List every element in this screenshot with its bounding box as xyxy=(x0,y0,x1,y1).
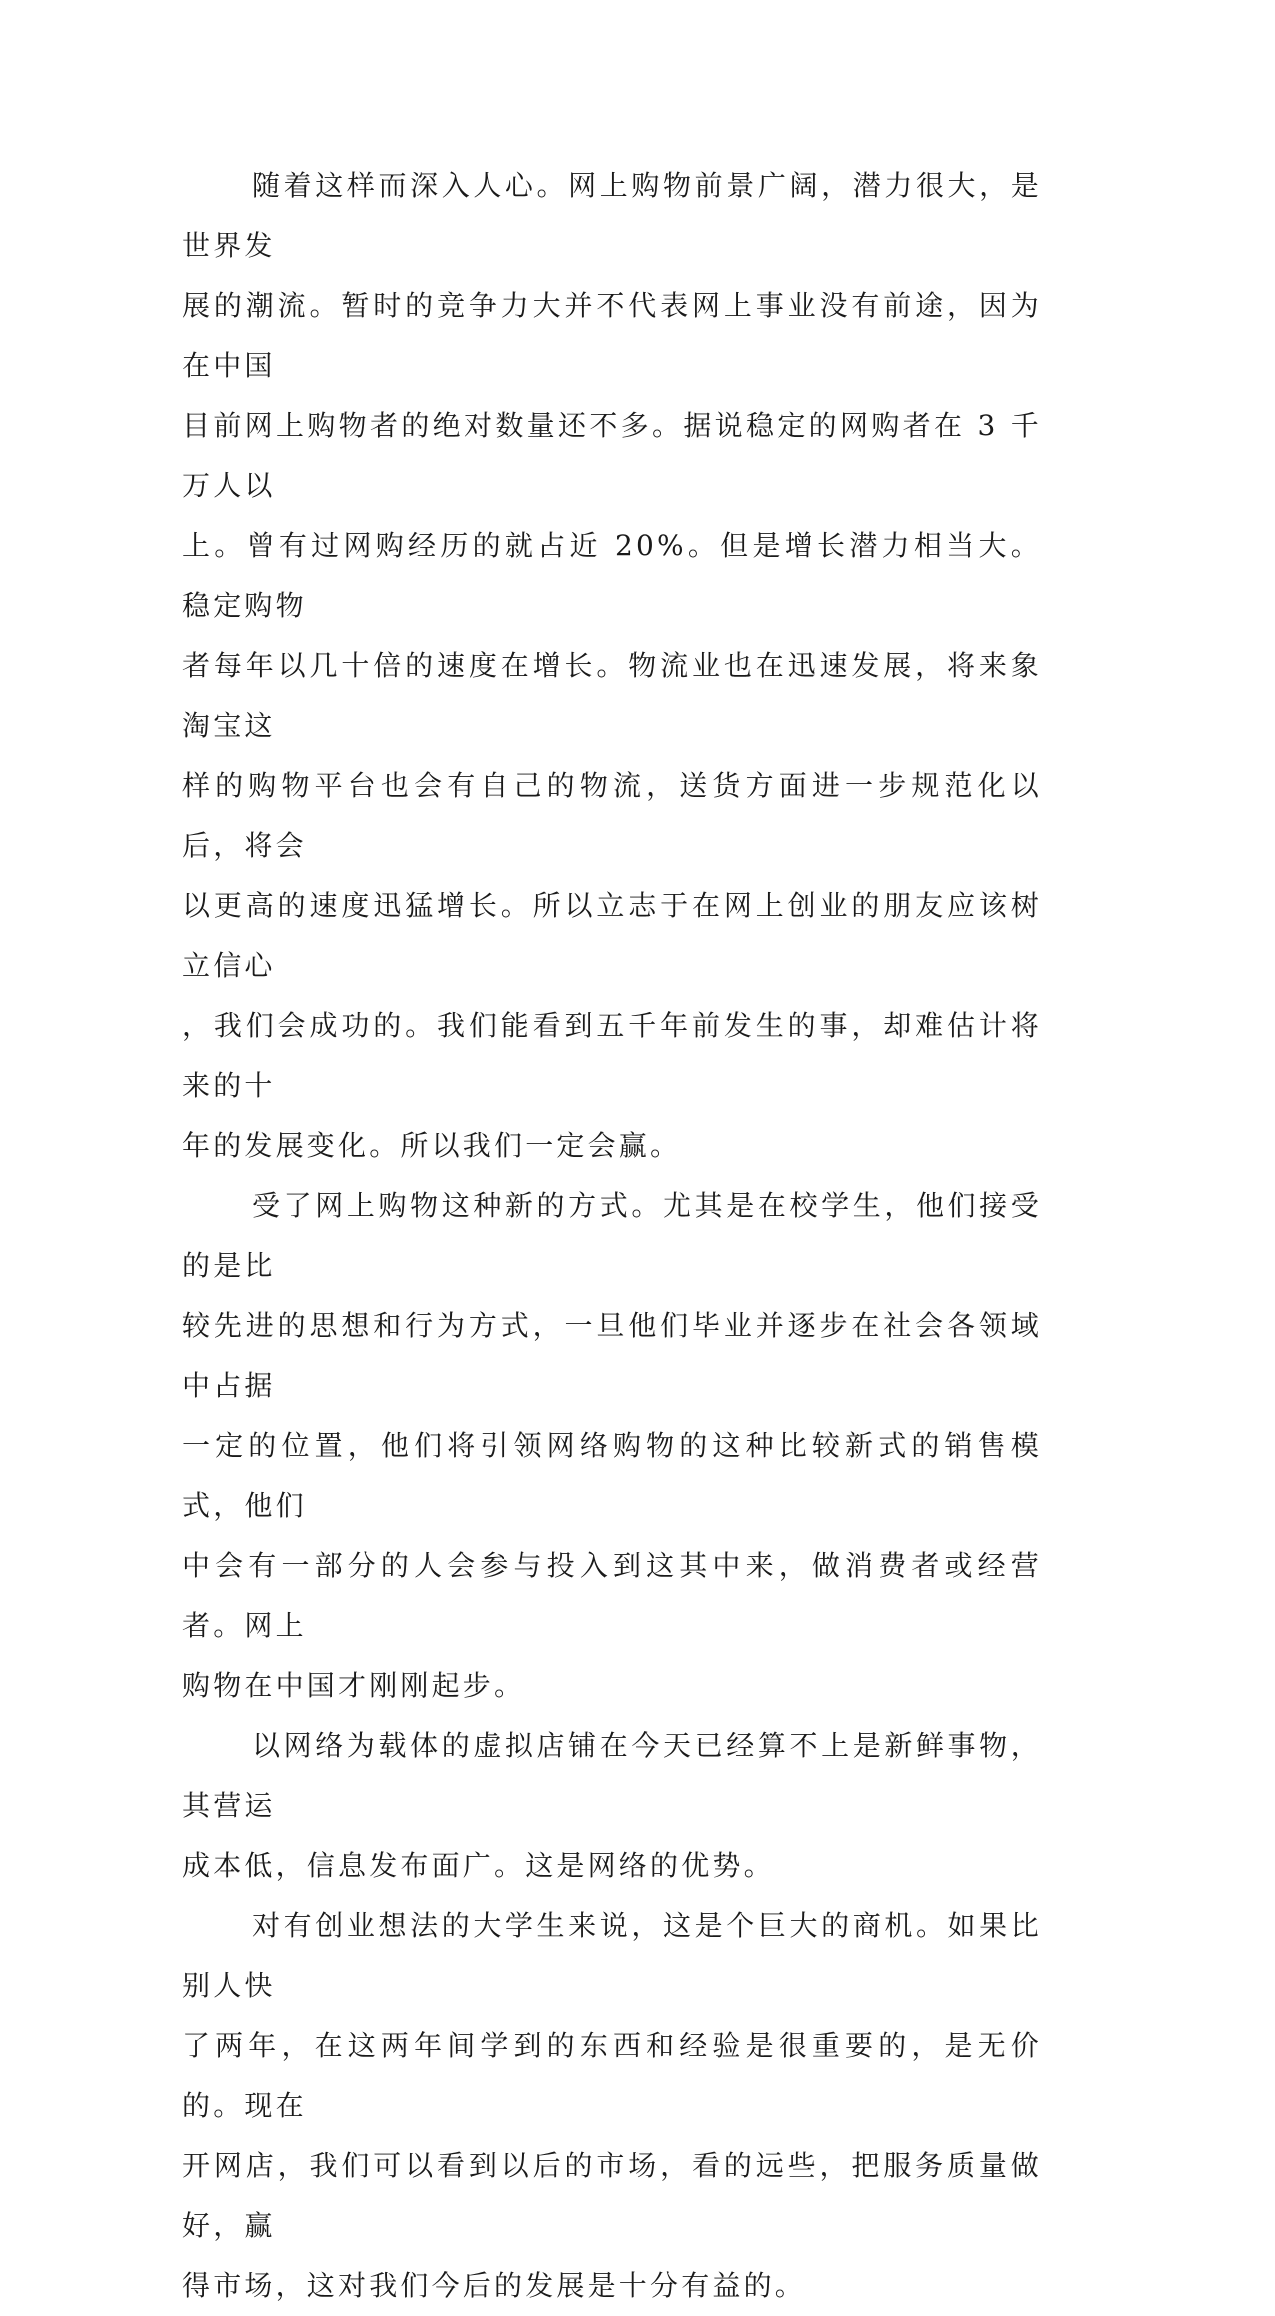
document-body xyxy=(182,156,1042,2316)
paragraph: 对有创业想法的大学生来说，这是个巨大的商机。如果比别人快 了两年，在这两年间学到的东西和经验是很重要的，是无价的。现在 开网店，我们可以看到以后的市场，看的远些，把服务质量做好，赢 得市场，这对我们今后的发展是十分有益的。 xyxy=(182,1909,1042,2302)
paragraph: 受了网上购物这种新的方式。尤其是在校学生，他们接受的是比 较先进的思想和行为方式，一旦他们毕业并逐步在社会各领域中占据 一定的位置，他们将引领网络购物的这种比较新式的销售模式，他们 中会有一部分的人会参与投入到这其中来，做消费者或经营者。网上 购物在中国才刚刚起步。 xyxy=(182,1189,1042,1702)
paragraph: 随着这样而深入人心。网上购物前景广阔，潜力很大，是世界发 展的潮流。暂时的竞争力大并不代表网上事业没有前途，因为在中国 目前网上购物者的绝对数量还不多。据说稳定的网购者在 3 千万人以 上。曾有过网购经历的就占近 20%。但是增长潜力相当大。稳定购物 者每年以几十倍的速度在增长。物流业也在迅速发展，将来象淘宝这 样的购物平台也会有自己的物流，送货方面进一步规范化以后，将会 以更高的速度迅猛增长。所以立志于在网上创业的朋友应该树立信心 ，我们会成功的。我们能看到五千年前发生的事，却难估计将来的十 年的发展变化。所以我们一定会赢。 xyxy=(182,169,1042,1162)
paragraph: 以网络为载体的虚拟店铺在今天已经算不上是新鲜事物，其营运 成本低，信息发布面广。这是网络的优势。 xyxy=(182,1729,1042,1882)
